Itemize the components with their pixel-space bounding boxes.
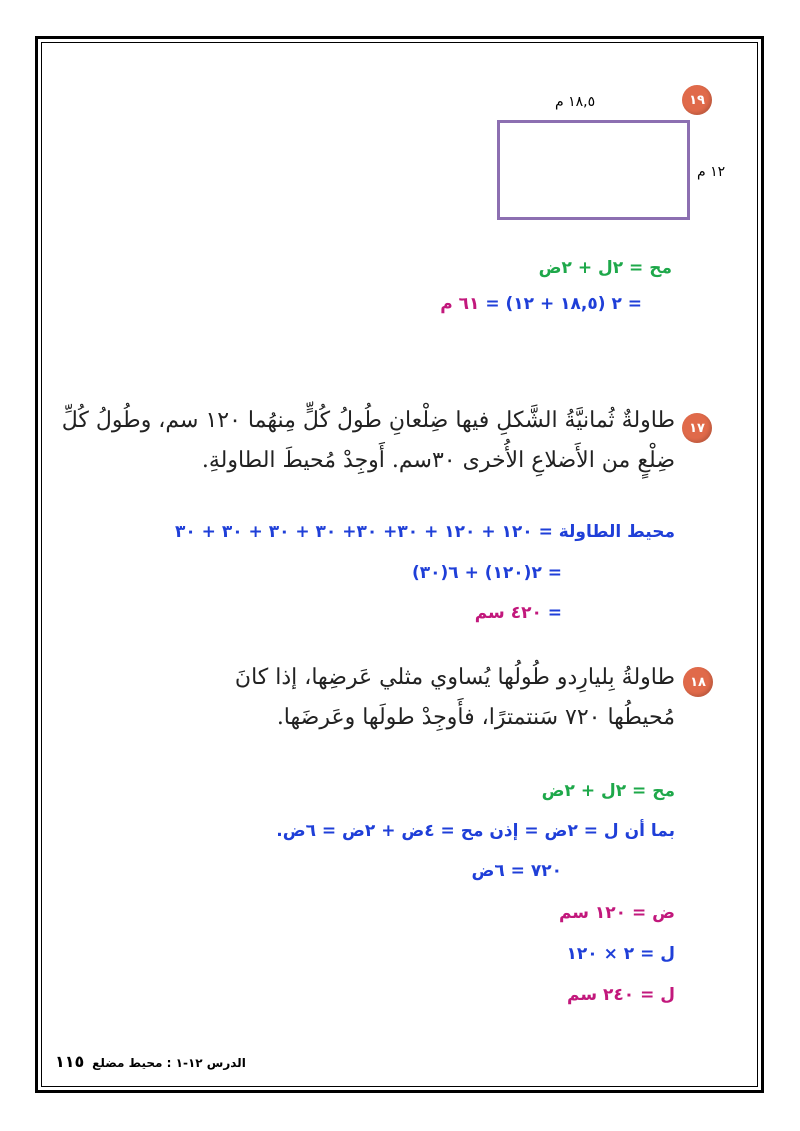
rectangle-figure: [497, 120, 690, 220]
q18-text-line2: مُحيطُها ٧٢٠ سَنتمترًا، فأَوجِدْ طولَها وعَرضَها.: [276, 705, 675, 730]
q18-length-formula: ل = ٢ × ١٢٠: [566, 944, 675, 964]
q18-substitution: بما أن ل = ٢ض = إذن مح = ٤ض + ٢ض = ٦ض.: [276, 821, 675, 841]
q17-text-line2: ضِلْعٍ من الأَضلاعِ الأُخرى ٣٠سم. أَوجِدْ مُحيطَ الطاولةِ.: [201, 448, 675, 473]
q17-perimeter-sum: محيط الطاولة = ١٢٠ + ١٢٠ + ٣٠+ ٣٠+ ٣٠ + ٣٠ + ٣٠ + ٣٠: [174, 522, 675, 542]
footer-lesson: الدرس ١٢-١ : محيط مضلع: [92, 1056, 246, 1070]
q19-calculation: [440, 294, 642, 314]
q19-calc-result: ٦١ م: [440, 294, 480, 314]
question-19-badge: ١٩: [682, 85, 712, 115]
q18-formula: مح = ٢ل + ٢ض: [541, 781, 675, 801]
q17-simplified: = ٢(١٢٠) + ٦(٣٠): [411, 563, 562, 583]
q17-equals: =: [541, 603, 562, 623]
q17-result: ٤٢٠ سم: [474, 603, 542, 623]
figure-top-label: ١٨,٥ م: [555, 94, 596, 110]
q18-text-line1: طاولةُ بِليارِدو طُولُها يُساوي مثلي عَرضِها، إذا كانَ: [234, 665, 675, 690]
q18-length-result: ل = ٢٤٠ سم: [567, 985, 675, 1005]
page-footer: [55, 1052, 246, 1071]
q17-text-line1: طاولةٌ ثُمانيَّةُ الشَّكلِ فيها ضِلْعانِ طُولُ كُلٍّ مِنهُما ١٢٠ سم، وطُولُ كُلِّ: [61, 408, 675, 433]
footer-page-number: ١١٥: [55, 1052, 85, 1071]
q18-equation: ٧٢٠ = ٦ض: [471, 861, 562, 881]
q19-calc-expression: = ٢ (١٨,٥ + ١٢) =: [479, 294, 642, 314]
question-17-badge: ١٧: [682, 413, 712, 443]
q19-formula: مح = ٢ل + ٢ض: [538, 258, 672, 278]
q18-width-result: ض = ١٢٠ سم: [558, 903, 675, 923]
q17-result-line: [475, 603, 562, 623]
question-18-badge: ١٨: [683, 667, 713, 697]
figure-side-label: ١٢ م: [697, 164, 726, 180]
